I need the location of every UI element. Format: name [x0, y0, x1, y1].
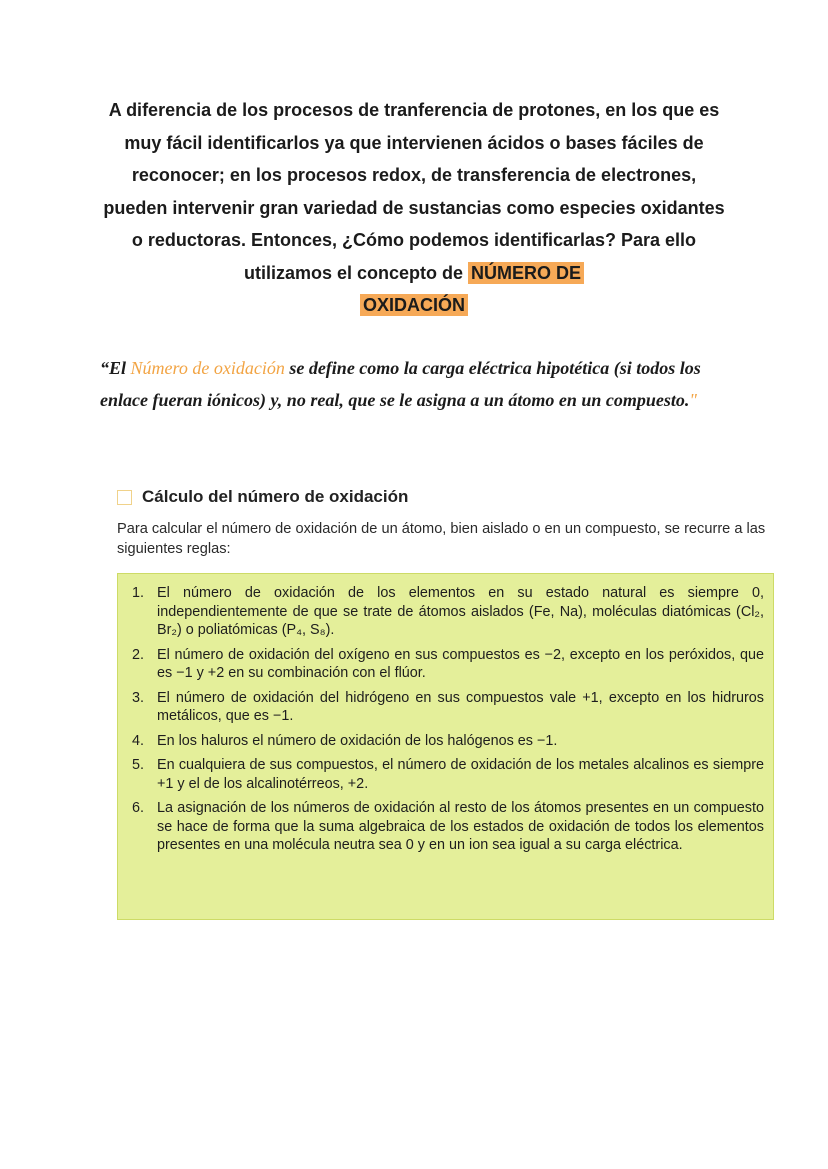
rule-item [132, 732, 764, 751]
rule-number: 6. [132, 800, 145, 816]
rule-number: 3. [132, 689, 145, 706]
rule-text: En los haluros el número de oxidación de los halógenos es −1. [157, 732, 558, 749]
checkbox-icon [117, 490, 132, 505]
section-title-text: Cálculo del número de oxidación [142, 487, 409, 506]
section-intro: Para calcular el número de oxidación de un átomo, bien aislado o en un compuesto, se recurre a las siguientes reglas: [117, 521, 766, 557]
rule-item [132, 646, 764, 683]
rule-number: 5. [132, 757, 145, 773]
rule-number: 4. [132, 732, 145, 749]
rule-item [132, 756, 764, 793]
quote-close: " [689, 390, 697, 410]
highlight-oxidacion: OXIDACIÓN [360, 294, 468, 316]
rule-text: La asignación de los números de oxidación al resto de los átomos presentes en un compuesto se hace de forma que la suma algebraica de los estados de oxidación de todos los elementos presentes en una molécula neutra sea 0 y en un ion sea igual a su carga eléctrica. [157, 800, 764, 853]
rule-text: En cualquiera de sus compuestos, el número de oxidación de los metales alcalinos es siempre +1 y el de los alcalinotérreos, +2. [157, 757, 764, 792]
rule-text: El número de oxidación del hidrógeno en sus compuestos vale +1, excepto en los hidruros metálicos, que es −1. [157, 689, 764, 724]
highlight-numero-de: NÚMERO DE [468, 262, 584, 284]
intro-text: A diferencia de los procesos de tranferencia de protones, en los que es muy fácil identificarlos ya que intervienen ácidos o bases fáciles de reconocer; en los procesos redox, de transferencia de electrones, pueden intervenir gran variedad de sustancias como especies oxidantes o reductoras. Entonces, ¿Cómo podemos identificarlas? Para ello utilizamos el concepto de [103, 100, 725, 283]
quote-body: se define como la carga eléctrica hipotética (si todos los enlace fueran iónicos) y, no real, que se le asigna a un átomo en un compuesto. [100, 358, 701, 410]
rule-text: El número de oxidación del oxígeno en sus compuestos es −2, excepto en los peróxidos, que es −1 y +2 en su combinación con el flúor. [157, 646, 764, 681]
intro-paragraph [100, 94, 728, 322]
rule-number: 2. [132, 646, 145, 663]
rule-item [132, 584, 764, 640]
rule-text: El número de oxidación de los elementos en su estado natural es siempre 0, independientemente de que se trate de átomos aislados (Fe, Na), moléculas diatómicas (Cl₂, Br₂) o poliatómicas (P₄, S₈). [157, 585, 764, 638]
quote-open: “El [100, 358, 127, 378]
rule-item [132, 689, 764, 726]
section-title [117, 487, 408, 507]
rules-list [132, 584, 764, 861]
rule-item [132, 799, 764, 855]
quote-term: Número de oxidación [130, 358, 285, 378]
rule-number: 1. [132, 585, 145, 601]
definition-quote [100, 352, 740, 416]
rules-box [117, 573, 774, 920]
